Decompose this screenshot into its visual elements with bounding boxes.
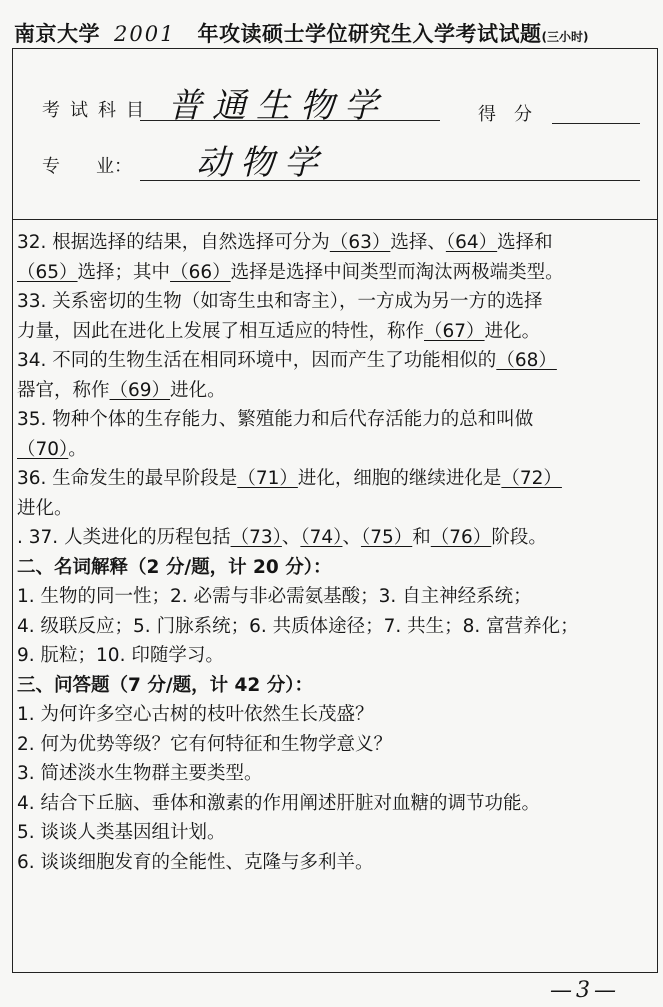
text-segment: 4. 级联反应；5. 门脉系统；6. 共质体途径；7. 共生；8. 富营养化； xyxy=(17,615,579,637)
answer-blank: （75） xyxy=(360,527,413,548)
header-separator xyxy=(12,219,658,220)
text-line xyxy=(17,582,655,612)
text-segment: 34. 不同的生物生活在相同环境中，因而产生了功能相似的 xyxy=(17,350,497,371)
text-line xyxy=(17,405,655,435)
text-line xyxy=(17,523,655,553)
text-segment: 和 xyxy=(412,527,431,548)
text-segment: 进化。 xyxy=(484,320,541,342)
text-line xyxy=(17,641,655,671)
text-line xyxy=(17,789,655,819)
text-segment: 9. 朊粒；10. 印随学习。 xyxy=(17,645,224,666)
text-line xyxy=(17,671,655,701)
answer-blank: （64） xyxy=(445,232,498,253)
text-segment: 35. 物种个体的生存能力、繁殖能力和后代存活能力的总和叫做 xyxy=(17,409,534,430)
answer-blank: （67） xyxy=(424,320,485,342)
text-segment: 选择是选择中间类型而淘汰两极端类型。 xyxy=(230,261,564,283)
text-segment: 32. 根据选择的结果，自然选择可分为 xyxy=(17,232,330,253)
text-segment: 进化。 xyxy=(170,379,226,401)
answer-blank: （66） xyxy=(170,261,231,283)
text-line xyxy=(17,287,655,317)
text-line xyxy=(17,848,655,878)
answer-blank: （74） xyxy=(300,527,343,548)
text-line xyxy=(17,553,655,583)
answer-blank: （72） xyxy=(501,468,562,489)
text-segment: 4. 结合下丘脑、垂体和激素的作用阐述肝脏对血糖的调节功能。 xyxy=(17,792,541,814)
text-line xyxy=(17,730,655,760)
text-segment: 阶段。 xyxy=(491,527,547,548)
text-line xyxy=(17,376,655,406)
text-segment: 1. 为何许多空心古树的枝叶依然生长茂盛？ xyxy=(17,704,374,725)
major-label: 专 业： xyxy=(42,156,132,177)
text-line xyxy=(17,700,655,730)
answer-blank: （73） xyxy=(230,527,282,548)
page-number: —3— xyxy=(550,978,620,1003)
text-line xyxy=(17,317,655,347)
text-line xyxy=(17,818,655,848)
text-line xyxy=(17,759,655,789)
exam-header xyxy=(14,18,663,48)
subject-value: 普通生物学 xyxy=(168,86,388,126)
text-segment: 选择；其中 xyxy=(77,261,171,283)
text-segment: 进化，细胞的继续进化是 xyxy=(297,468,502,489)
text-line xyxy=(17,258,655,288)
text-segment: 选择、 xyxy=(390,232,446,253)
answer-blank: （69） xyxy=(109,379,171,401)
text-line xyxy=(17,228,655,258)
text-line xyxy=(17,494,655,524)
text-segment: 。 xyxy=(68,438,87,460)
text-segment: 33. 关系密切的生物（如寄生虫和寄主），一方成为另一方的选择 xyxy=(17,291,543,312)
answer-blank: （76） xyxy=(430,527,492,548)
answer-blank: （70） xyxy=(17,438,69,460)
text-line xyxy=(17,464,655,494)
text-segment: 力量，因此在进化上发展了相互适应的特性，称作 xyxy=(17,320,425,342)
text-segment: 3. 简述淡水生物群主要类型。 xyxy=(17,763,263,784)
subject-label: 考试科目 xyxy=(42,100,154,121)
text-segment: . 37. 人类进化的历程包括 xyxy=(17,527,231,548)
exam-title: 年攻读硕士学位研究生入学考试试题 xyxy=(197,22,542,46)
exam-duration: (三小时) xyxy=(541,30,589,44)
text-segment: 2. 何为优势等级？它有何特征和生物学意义？ xyxy=(17,733,393,755)
score-label: 得 分 xyxy=(478,104,532,125)
text-segment: 36. 生命发生的最早阶段是 xyxy=(17,468,238,489)
section-heading: 三、问答题（7 分/题，计 42 分）： xyxy=(17,674,313,696)
text-segment: 6. 谈谈细胞发育的全能性、克隆与多利羊。 xyxy=(17,851,374,873)
major-value: 动物学 xyxy=(196,143,328,183)
text-segment: 器官，称作 xyxy=(17,379,110,401)
text-line xyxy=(17,612,655,642)
text-line xyxy=(17,435,655,465)
answer-blank: （63） xyxy=(329,232,391,253)
text-segment: 进化。 xyxy=(17,497,73,519)
text-segment: 选择和 xyxy=(497,232,553,253)
section-heading: 二、名词解释（2 分/题，计 20 分）： xyxy=(17,556,332,578)
answer-blank: （71） xyxy=(237,468,298,489)
text-segment: 、 xyxy=(281,527,301,548)
text-line xyxy=(17,346,655,376)
school-name: 南京大学 xyxy=(14,22,100,46)
score-line xyxy=(552,123,640,124)
answer-blank: （65） xyxy=(17,261,78,283)
text-segment: 5. 谈谈人类基因组计划。 xyxy=(17,822,226,843)
text-segment: 1. 生物的同一性；2. 必需与非必需氨基酸；3. 自主神经系统； xyxy=(17,586,532,607)
answer-blank: （68） xyxy=(496,350,557,371)
text-segment: 、 xyxy=(342,527,361,548)
exam-questions xyxy=(17,228,655,877)
exam-year: 2001 xyxy=(114,22,176,46)
